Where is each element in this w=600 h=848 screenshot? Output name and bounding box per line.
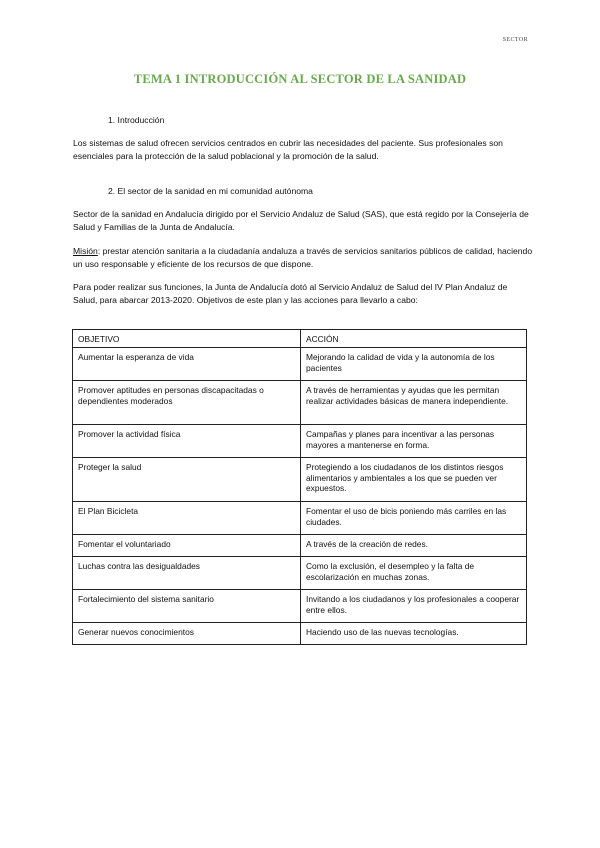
accion-cell: Mejorando la calidad de vida y la autonomía de los pacientes [301, 348, 527, 381]
table-row [73, 425, 527, 458]
section-heading-sector: 2. El sector de la sanidad en mi comunidad autónoma [108, 186, 313, 196]
objetivo-cell: Proteger la salud [73, 458, 301, 502]
header-objetivo: OBJETIVO [73, 330, 301, 348]
table-row [73, 381, 527, 425]
section-heading-introduccion: 1. Introducción [108, 115, 165, 125]
mission-text: : prestar atención sanitaria a la ciudadanía andaluza a través de servicios sanitarios públicos de calidad, haciendo un uso responsable y eficiente de los recursos de que dispone. [73, 246, 533, 269]
accion-cell: A través de herramientas y ayudas que les permitan realizar actividades básicas de manera independiente. [301, 381, 527, 425]
objetivo-cell: Luchas contra las desigualdades [73, 557, 301, 590]
table-row [73, 458, 527, 502]
objetivo-cell: Promover la actividad física [73, 425, 301, 458]
accion-cell: Protegiendo a los ciudadanos de los distintos riesgos alimentarios y ambientales a los que se pueden ver expuestos. [301, 458, 527, 502]
table-row [73, 502, 527, 535]
objetivo-cell: Fortalecimiento del sistema sanitario [73, 590, 301, 623]
table-row [73, 535, 527, 557]
mission-label: Misión [73, 246, 98, 256]
accion-cell: Como la exclusión, el desempleo y la falta de escolarización en muchas zonas. [301, 557, 527, 590]
accion-cell: Invitando a los ciudadanos y los profesionales a cooperar entre ellos. [301, 590, 527, 623]
page-title: TEMA 1 INTRODUCCIÓN AL SECTOR DE LA SANIDAD [133, 72, 467, 86]
table-header-row [73, 330, 527, 348]
sector-paragraph: Sector de la sanidad en Andalucía dirigido por el Servicio Andaluz de Salud (SAS), que está regido por la Consejería de Salud y Familias de la Junta de Andalucía. [73, 209, 529, 232]
accion-cell: A través de la creación de redes. [301, 535, 527, 557]
objetivo-cell: Promover aptitudes en personas discapacitadas o dependientes moderados [73, 381, 301, 425]
table-row [73, 557, 527, 590]
objetivo-cell: Fomentar el voluntariado [73, 535, 301, 557]
accion-cell: Haciendo uso de las nuevas tecnologías. [301, 623, 527, 645]
header-accion: ACCIÓN [301, 330, 527, 348]
plan-paragraph: Para poder realizar sus funciones, la Junta de Andalucía dotó al Servicio Andaluz de Salud del IV Plan Andaluz de Salud, para abarcar 2013-2020. Objetivos de este plan y las acciones para llevarlo a cabo: [73, 282, 508, 305]
header-tag: SECTOR [502, 37, 528, 43]
objetivo-cell: El Plan Bicicleta [73, 502, 301, 535]
objectives-table [72, 329, 527, 645]
objetivo-cell: Aumentar la esperanza de vida [73, 348, 301, 381]
intro-paragraph: Los sistemas de salud ofrecen servicios centrados en cubrir las necesidades del paciente. Sus profesionales son esenciales para la protección de la salud poblacional y la promoción de la salud. [73, 138, 503, 161]
table-row [73, 590, 527, 623]
table-row [73, 348, 527, 381]
mission-paragraph [73, 245, 533, 270]
accion-cell: Campañas y planes para incentivar a las personas mayores a mantenerse en forma. [301, 425, 527, 458]
accion-cell: Fomentar el uso de bicis poniendo más carriles en las ciudades. [301, 502, 527, 535]
objetivo-cell: Generar nuevos conocimientos [73, 623, 301, 645]
table-row [73, 623, 527, 645]
